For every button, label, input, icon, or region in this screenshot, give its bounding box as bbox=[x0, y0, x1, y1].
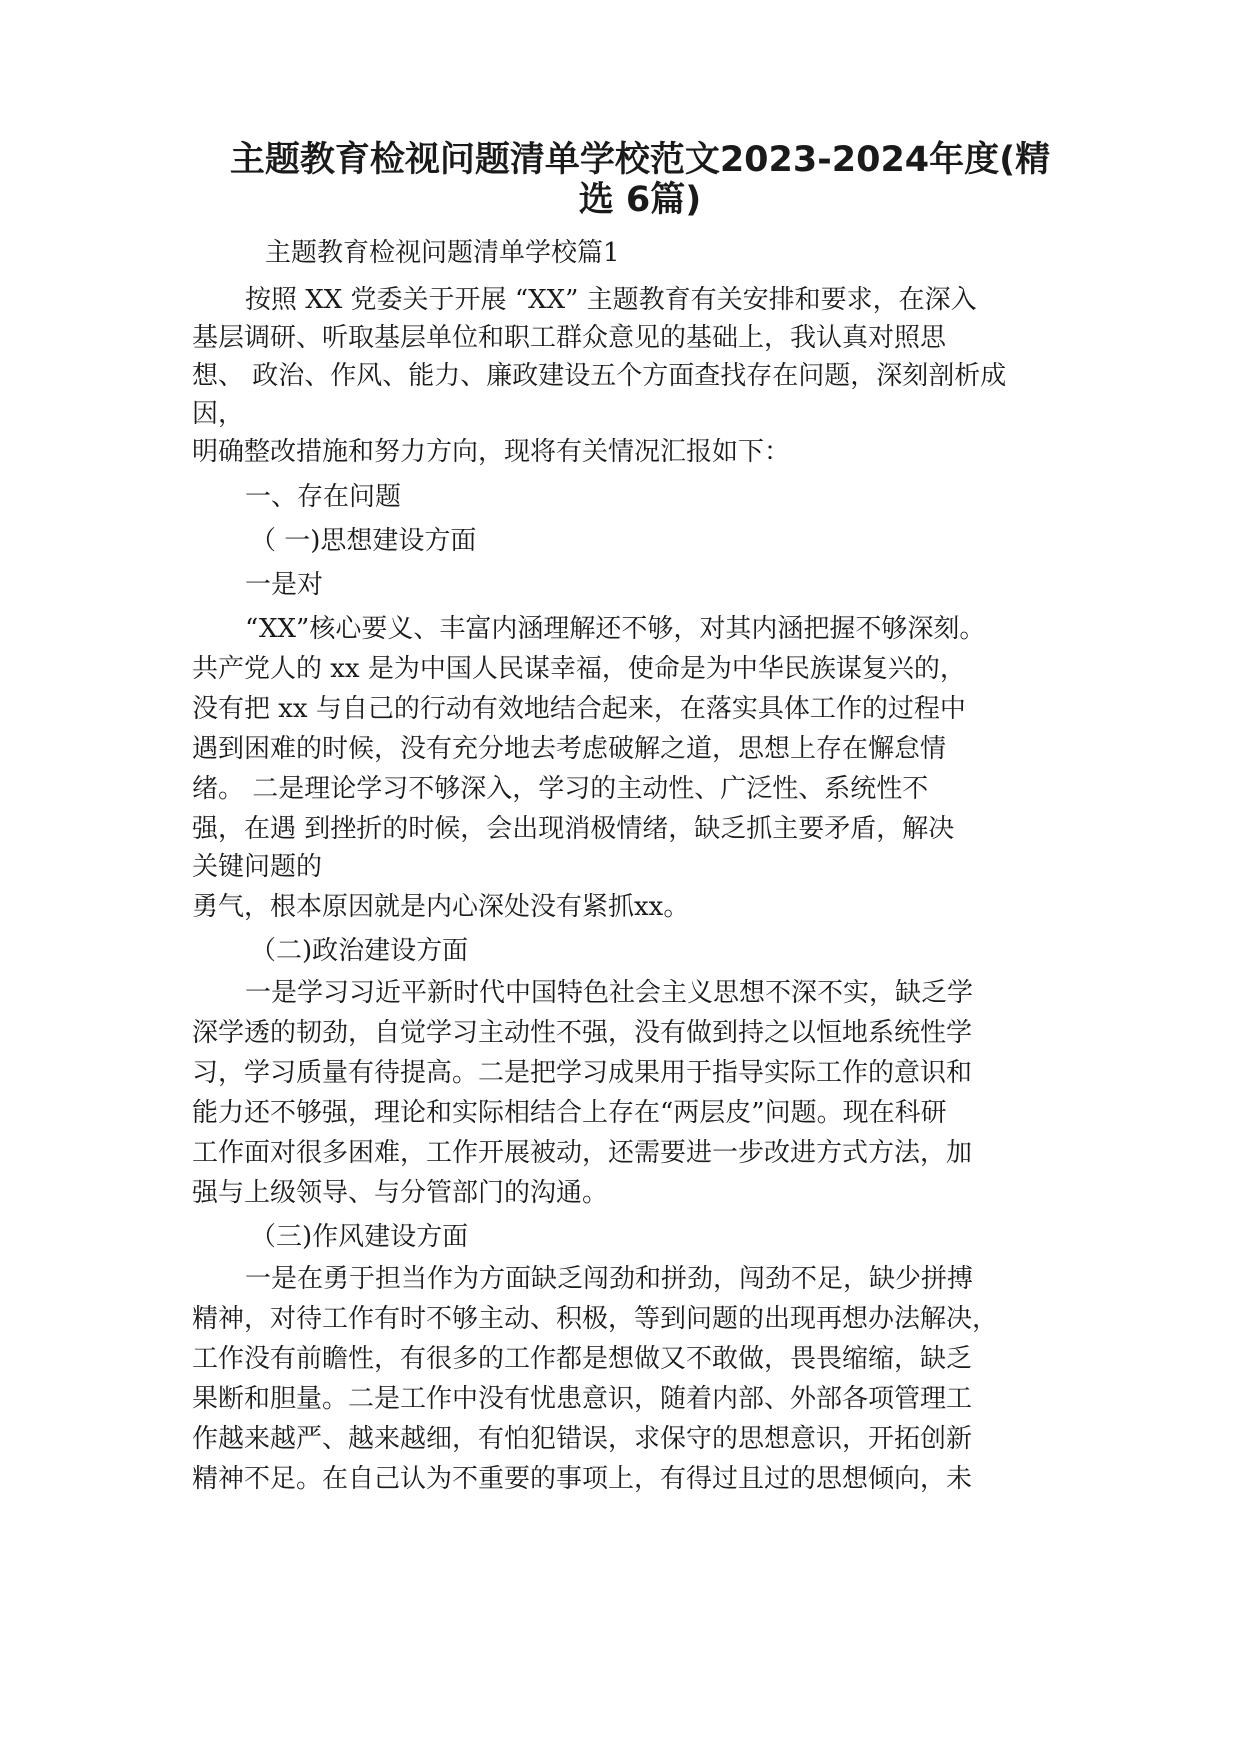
paragraph-line: 一是在勇于担当作为方面缺乏闯劲和拼劲，闯劲不足，缺少拼搏 bbox=[245, 1264, 974, 1294]
paragraph-line: 一是对 bbox=[245, 570, 324, 600]
section-heading: （二)政治建设方面 bbox=[250, 936, 469, 966]
paragraph-line: 绪。 二是理论学习不够深入，学习的主动性、广泛性、系统性不 bbox=[192, 774, 929, 804]
section-heading: 一、存在问题 bbox=[245, 482, 402, 512]
paragraph-line: 精神不足。在自己认为不重要的事项上，有得过且过的思想倾向，未 bbox=[192, 1464, 973, 1494]
paragraph-line: 工作没有前瞻性，有很多的工作都是想做又不敢做，畏畏缩缩，缺乏 bbox=[192, 1344, 973, 1374]
section-subtitle: 主题教育检视问题清单学校篇1 bbox=[265, 238, 620, 268]
document-title-line-2: 选 6篇) bbox=[578, 180, 702, 220]
paragraph-line: 共产党人的 xx 是为中国人民谋幸福，使命是为中华民族谋复兴的， bbox=[192, 654, 966, 684]
paragraph-line: 强，在遇 到挫折的时候，会出现消极情绪，缺乏抓主要矛盾，解决 bbox=[192, 814, 955, 844]
paragraph-line: 一是学习习近平新时代中国特色社会主义思想不深不实，缺乏学 bbox=[245, 978, 974, 1008]
paragraph-line: 工作面对很多困难，工作开展被动，还需要进一步改进方式方法，加 bbox=[192, 1138, 973, 1168]
paragraph-line: 想、 政治、作风、能力、廉政建设五个方面查找存在问题，深刻剖析成 bbox=[192, 361, 1007, 391]
document-title-line-1: 主题教育检视问题清单学校范文2023-2024年度(精 bbox=[229, 140, 1051, 180]
paragraph-line: “XX”核心要义、丰富内涵理解还不够，对其内涵把握不够深刻。 bbox=[245, 614, 986, 644]
paragraph-line: 明确整改措施和努力方向，现将有关情况汇报如下： bbox=[192, 437, 791, 467]
section-heading: （ 一)思想建设方面 bbox=[250, 526, 477, 556]
paragraph-line: 作越来越严、越来越细，有怕犯错误，求保守的思想意识，开拓创新 bbox=[192, 1424, 973, 1454]
paragraph-line: 按照 XX 党委关于开展 “XX” 主题教育有关安排和要求，在深入 bbox=[245, 285, 977, 315]
paragraph-line: 遇到困难的时候，没有充分地去考虑破解之道，思想上存在懈怠情 bbox=[192, 734, 947, 764]
paragraph-line: 勇气，根本原因就是内心深处没有紧抓xx。 bbox=[192, 892, 690, 922]
paragraph-line: 关键问题的 bbox=[192, 852, 323, 882]
paragraph-line: 没有把 xx 与自己的行动有效地结合起来，在落实具体工作的过程中 bbox=[192, 694, 966, 724]
paragraph-line: 果断和胆量。二是工作中没有忧患意识，随着内部、外部各项管理工 bbox=[192, 1384, 973, 1414]
section-heading: （三)作风建设方面 bbox=[250, 1222, 469, 1252]
paragraph-line: 习，学习质量有待提高。二是把学习成果用于指导实际工作的意识和 bbox=[192, 1058, 973, 1088]
paragraph-line: 基层调研、听取基层单位和职工群众意见的基础上，我认真对照思 bbox=[192, 323, 947, 353]
paragraph-line: 能力还不够强，理论和实际相结合上存在“两层皮”问题。现在科研 bbox=[192, 1098, 947, 1128]
paragraph-line: 深学透的韧劲，自觉学习主动性不强，没有做到持之以恒地系统性学 bbox=[192, 1018, 973, 1048]
paragraph-line: 因， bbox=[192, 399, 245, 429]
paragraph-line: 强与上级领导、与分管部门的沟通。 bbox=[192, 1178, 609, 1208]
paragraph-line: 精神，对待工作有时不够主动、积极，等到问题的出现再想办法解决， bbox=[192, 1304, 999, 1334]
